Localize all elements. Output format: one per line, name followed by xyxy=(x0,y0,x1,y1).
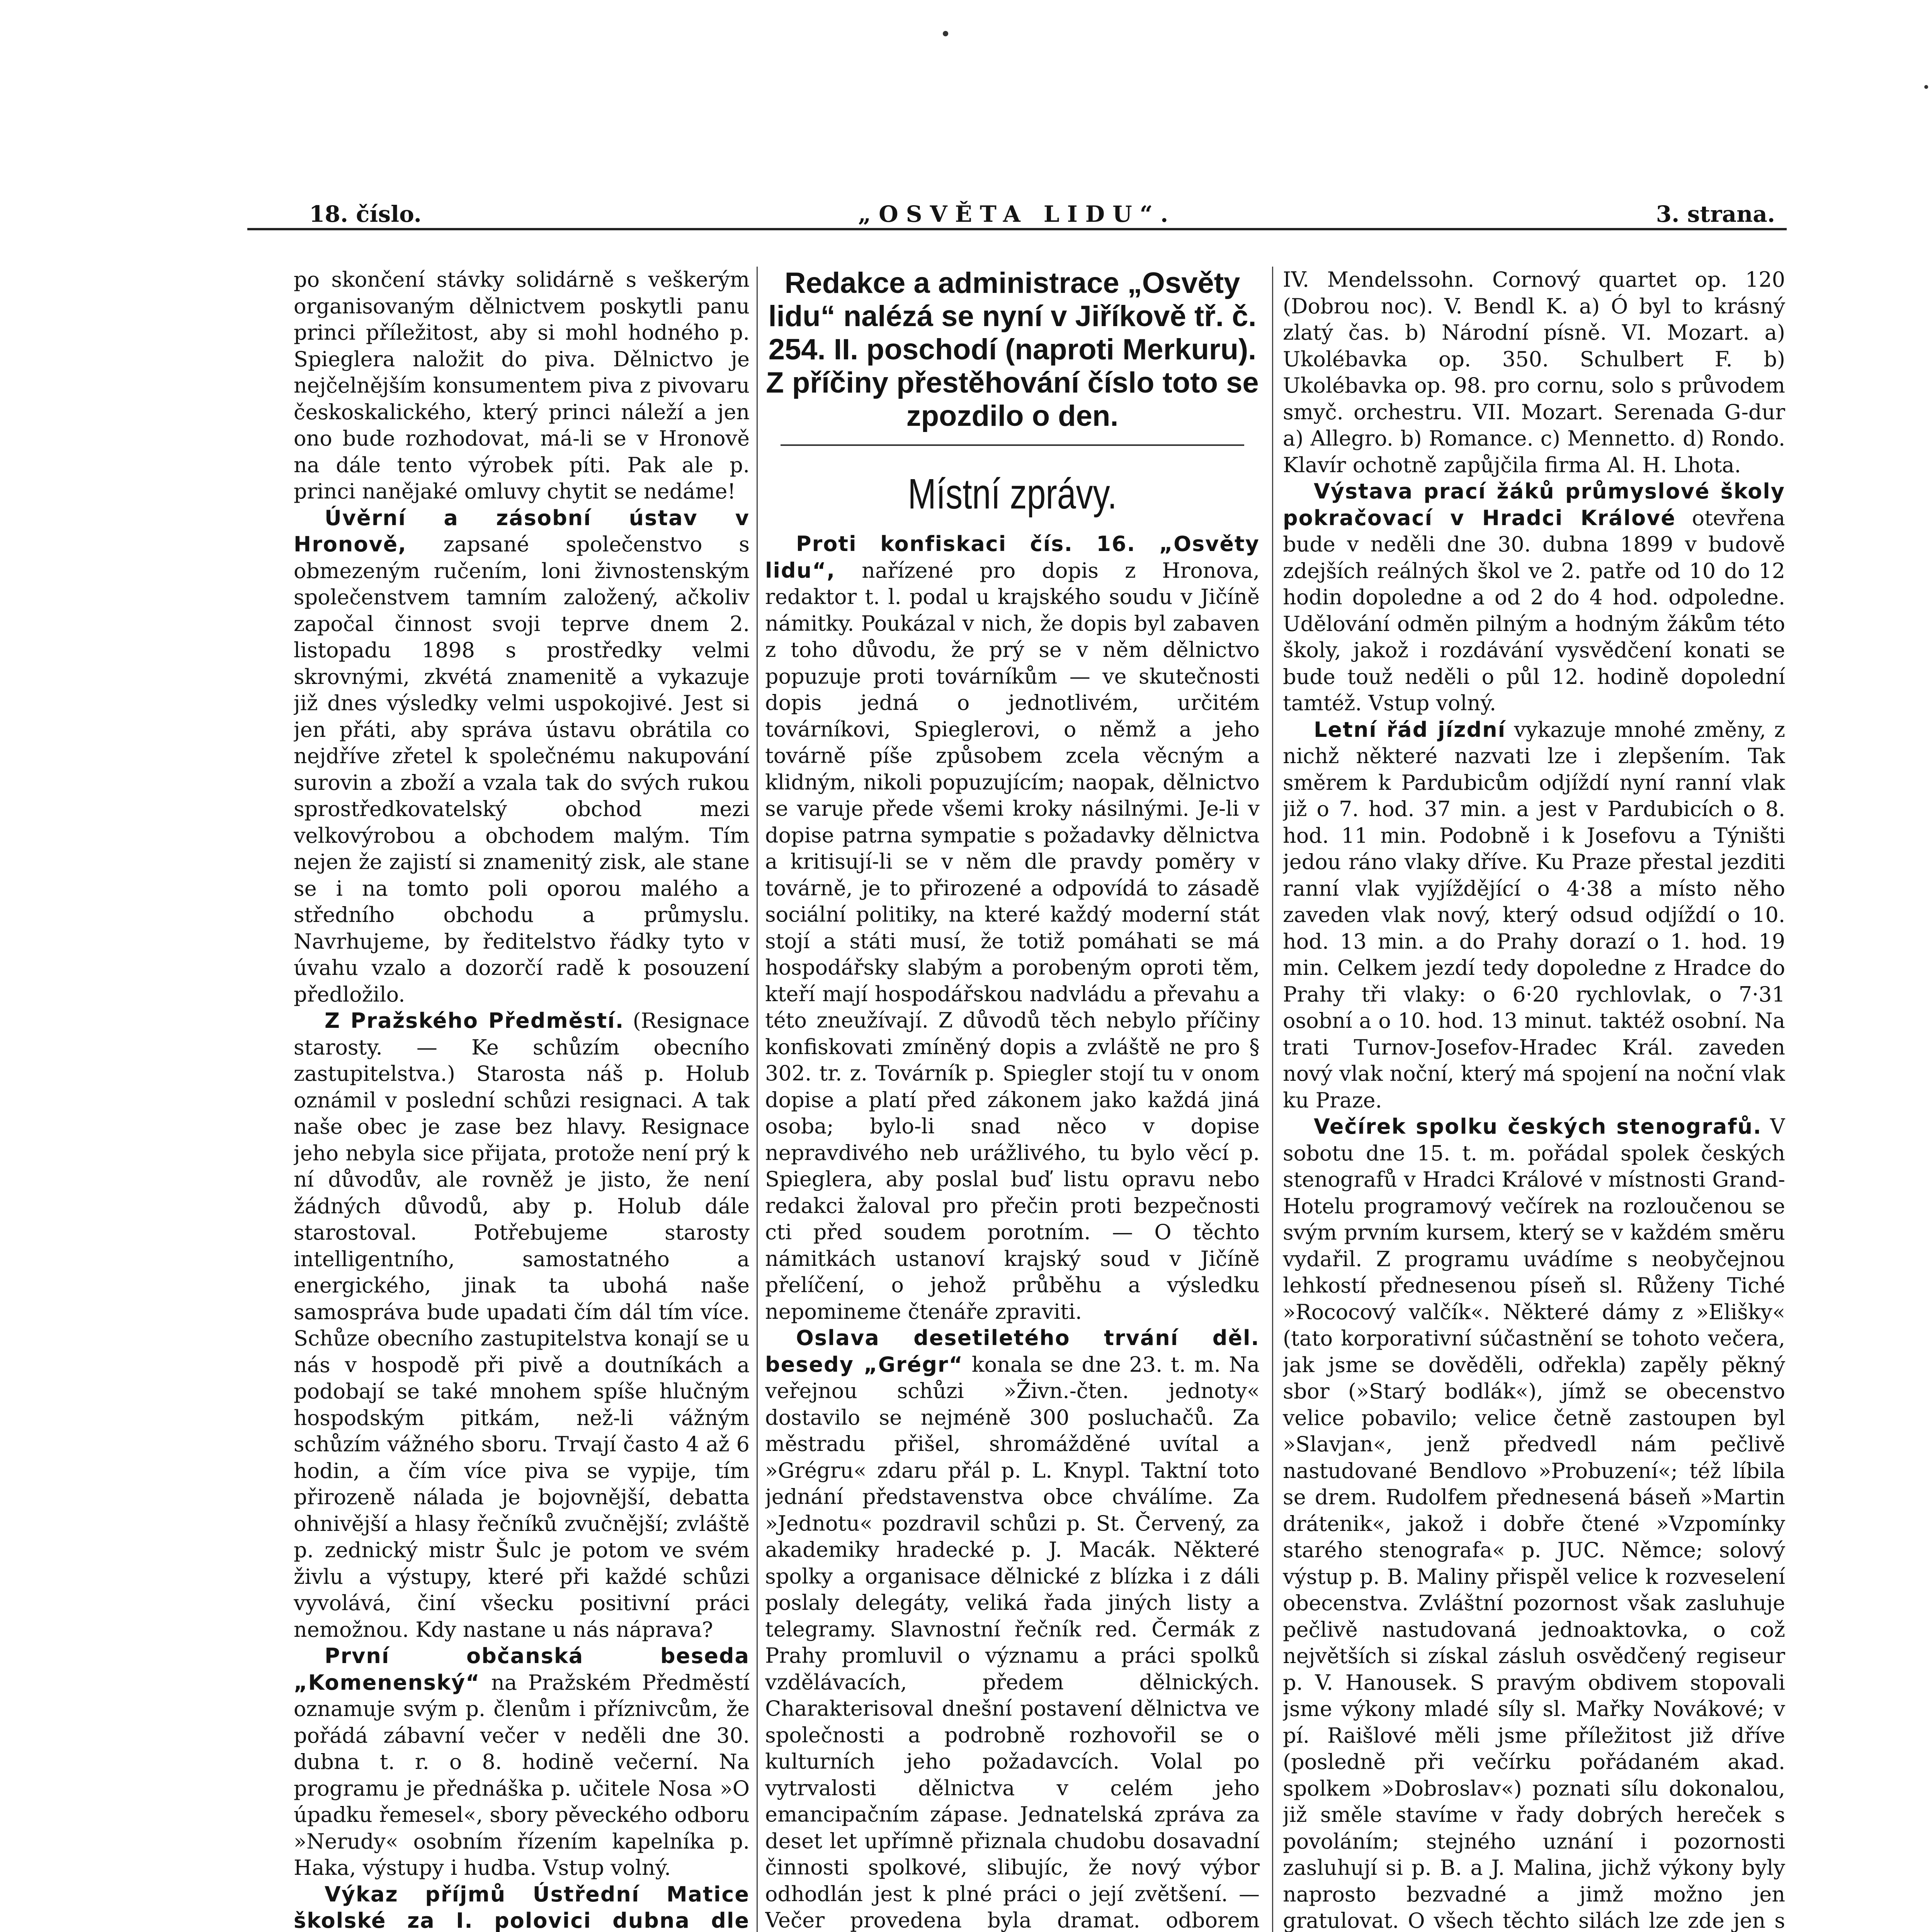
article-program-cont: IV. Mendelssohn. Cornový quartet op. 120 (Dobrou noc). V. Bendl K. a) Ó byl to krásný zlatý čas. b) Národní písně. VI. Mozart. a) Ukolébavka op. 350. Schulbert F. b) Ukolébavka op. 98. pro cornu, solo s průvodem smyč. orchestru. VII. Mozart. Serenada G-dur a) Allegro. b) Romance. c) Mennetto. d) Rondo. Klavír ochotně zapůjčila firma Al. H. Lhota. xyxy=(1283,267,1785,477)
column-divider xyxy=(1272,267,1273,1932)
relocation-notice: Redakce a administrace „Osvěty lidu“ nalézá se nyní v Jiříkově tř. č. 254. II. poschodí (naproti Merkuru). Z příčiny přestěhování číslo toto se zpozdilo o den. xyxy=(766,267,1259,432)
headline: Oslava desetiletého trvání děl. besedy „Grégr“ xyxy=(765,1326,1260,1377)
column-middle xyxy=(765,267,1260,1932)
section-title: Místní zprávy. xyxy=(908,470,1117,518)
headline: První občanská beseda „Komenenský“ xyxy=(294,1644,750,1695)
article-vecirek-stenografu: Večírek spolku českých stenografů. V sobotu dne 15. t. m. pořádal spolek českých stenografů v Hradci Králové v místnosti Grand-Hotelu programový večírek na rozloučenou se svým prvním kursem, který se v každém směru vydařil. Z programu uvádíme s neobyčejnou lehkostí přednesenou píseň sl. Růženy Tiché »Rococový valčík«. Některé dámy z »Elišky« (tato korporativní súčastnění se tohoto večera, jak jsme se dověděli, odřekla) zapěly pěkný sbor (»Starý bodlák«), jímž se obecenstvo velice pobavilo; velice četně zastoupen byl »Slavjan«, jenž předvedl nám pečlivě nastudované Bendlovo »Probuzení«; též líbila se drem. Rudolfem přednesená báseň »Martin drátenik«, jakož i dobře čtené »Vzpomínky starého stenografa« p. JUC. Němce; solový výstup p. B. Maliny přispěl velice k rozveselení obecenstva. Zvláštní pozornost však zasluhuje pečlivě nastudovaná jednoaktovka, o což největších si získal zásluh osvědčený regiseur p. V. Hanousek. S pravým obdivem stopovali jsme výkony mladé síly sl. Mařky Novákové; v pí. Raišlové měli jsme příležitost již dříve (posledně při večírku pořádaném akad. spolkem »Dobroslav«) poznati sílu dokonalou, již směle stavíme v řady dobrých hereček s povoláním; stejného uznání i pozornosti zasluhují si p. B. a J. Malina, jichž výkony byly naprosto bezvadné a jimž možno jen gratulovat. O všech těchto silách lze zde jen s xyxy=(1283,1114,1785,1932)
print-speck xyxy=(1924,85,1928,89)
article-uverni-ustav: Úvěrní a zásobní ústav v Hronově, zapsané společenstvo s obmezeným ručením, loni živnostenským společenstvem tamním založený, ačkoliv započal činnost svoji teprve dnem 2. listopadu 1898 s prostředky velmi skrovnými, zkvétá znamenitě a vykazuje již dnes výsledky velmi uspokojivé. Jest si jen přáti, aby správa ústavu obrátila co nejdříve zřetel k společnému nakupování surovin a zboží a vzala tak do svých rukou sprostředkovatelský obchod mezi velkovýrobou a obchodem malým. Tím nejen že zajistí si znamenitý zisk, ale stane se i na tomto poli oporou malého a středního obchodu a průmyslu. Navrhujeme, by ředitelstvo řádky tyto v úvahu vzalo a dozorčí radě k posouzení předložilo. xyxy=(294,505,750,1007)
article-prazske-predmesti: Z Pražského Předměstí. (Resignace starosty. — Ke schůzím obecního zastupitelstva.) Starosta náš p. Holub oznámil v poslední schůzi resignaci. A tak naše obec je zase bez hlavy. Resignace jeho nebyla sice přijata, protože není prý k ní důvodův, ale rovněž je jisto, že není žádných důvodů, aby p. Holub dále starostoval. Potřebujeme starosty intelligentního, samostatného a energického, jinak ta ubohá naše samospráva bude upadati čím dál tím více. Schůze obecního zastupitelstva konají se u nás v hospodě při pivě a doutníkách a podobají se také mnohem spíše hlučným hospodským pitkám, než-li vážným schůzím vážného sboru. Trvají často 4 až 6 hodin, a čím více piva se vypije, tím přirozeně nálada je bojovnější, debatta ohnivější a hlasy řečníků zvučnější; zvláště p. zednický mistr Šulc je potom ve svém živlu a výstupy, které při každé schůzi vyvolává, činí všecku positivní práci nemožnou. Kdy nastane u nás náprava? xyxy=(294,1009,750,1642)
article-strike-end: po skončení stávky solidárně s veškerým organisovaným dělnictvem poskytli panu princi příležitost, aby si mohl hodného p. Spieglera naložit do piva. Dělnictvo je nejčelnějším konsumentem piva z pivovaru českoskalického, který princi náleží a jen ono bude rozhodovat, má-li se v Hronově na dále tento výrobek píti. Pak ale p. princi nanějaké omluvy chytit se nedáme! xyxy=(294,267,750,503)
print-speck xyxy=(943,31,948,36)
headline: Úvěrní a zásobní ústav v Hronově, xyxy=(294,505,750,556)
notice-rule xyxy=(781,444,1244,446)
header-rule xyxy=(247,228,1787,230)
column-divider xyxy=(757,267,758,1932)
headline: Výstava prací žáků průmyslové školy pokračovací v Hradci Králové xyxy=(1283,479,1785,530)
headline: Výkaz příjmů Ústřední Matice školské za I. polovici dubna dle xyxy=(294,1882,750,1932)
article-jizdni-rad: Letní řád jízdní vykazuje mnohé změny, z nichž některé nazvati lze i zlepšením. Tak směrem k Pardubicům odjíždí nyní ranní vlak již o 7. hod. 37 min. a jest v Pardubicích o 8. hod. 11 min. Podobně i k Josefovu a Týništi jedou ráno vlaky dříve. Ku Praze přestal jezditi ranní vlak vyjíždějící o 4·38 a místo něho zaveden vlak nový, který odsud odjíždí o 10. hod. 13 min. a do Prahy dorazí o 1. hod. 19 min. Celkem jezdí tedy dopoledne z Hradce do Prahy tři vlaky: o 6·20 rychlovlak, o 7·31 osobní a o 10. hod. 13 minut. taktéž osobní. Na trati Turnov-Josefov-Hradec Král. zaveden nový vlak noční, který má spojení na noční vlak ku Praze. xyxy=(1283,717,1785,1112)
article-beseda-komensky: První občanská beseda „Komenenský“ na Pražském Předměstí oznamuje svým p. členům i příznivcům, že pořádá zábavní večer v neděli dne 30. dubna t. r. o 8. hodině večerní. Na programu je přednáška p. učitele Nosa »O úpadku řemesel«, sbory pěveckého odboru »Nerudy« osobním řízením kapelníka p. Haka, výstupy i hudba. Vstup volný. xyxy=(294,1644,750,1880)
headline: Z Pražského Předměstí. xyxy=(325,1009,624,1033)
article-konfiskace: Proti konfiskaci čís. 16. „Osvěty lidu“, nařízené pro dopis z Hronova, redaktor t. l. podal u krajského soudu v Jičíně námitky. Poukázal v nich, že dopis byl zabaven z toho důvodu, že prý se v něm dělnictvo popuzuje proti továrníkům — ve skutečnosti dopis jedná o jednotlivém, určitém továrníkovi, Spieglerovi, o němž a jeho továrně píše způsobem zcela věcným a klidným, nikoli popuzujícím; naopak, dělnictvo se varuje přede všemi kroky násilnými. Je-li v dopise patrna sympatie s požadavky dělnictva a kritisují-li se v něm dle pravdy poměry v továrně, je to přirozené a odpovídá to zásadě sociální politiky, na které každý moderní stát stojí a státi musí, že totiž pomáhati se má hospodářsky slabým a porobeným oproti těm, kteří mají hospodářskou nadvládu a převahu a této zneužívají. Z důvodů těch nebylo příčiny konfiskovati zmíněný dopis a zvláště ne pro § 302. tr. z. Továrník p. Spiegler stojí tu v onom dopise a platí před zákonem jako každá jiná osoba; bylo-li snad něco v dopise nepravdivého neb urážlivého, tu bylo věcí p. Spieglera, aby poslal buď listu opravu nebo redakci žaloval pro přečin proti bezpečnosti cti před soudem porotním. — O těchto námitkách ustanoví krajský soud v Jičíně přelíčení, o jehož průběhu a výsledku nepomineme čtenáře zpraviti. xyxy=(765,532,1260,1324)
headline: Večírek spolku českých stenografů. xyxy=(1314,1114,1762,1139)
article-vystava-praci: Výstava prací žáků průmyslové školy pokračovací v Hradci Králové otevřena bude v neděli dne 30. dubna 1899 v budově zdejších reálných škol ve 2. patře od 10 do 12 hodin dopoledne a od 2 do 4 hod. odpoledne. Udělování odměn pilným a hodným žákům této školy, jakož i rozdávání vysvědčení konati se bude touž neděli o půl 12. hodině dopolední tamtéž. Vstup volný. xyxy=(1283,479,1785,715)
issue-number: 18. číslo. xyxy=(309,201,422,227)
headline: Letní řád jízdní xyxy=(1314,717,1506,742)
article-vykaz-prijmu xyxy=(294,1881,750,1932)
page-header xyxy=(247,201,1787,232)
column-right xyxy=(1283,267,1785,1932)
article-oslava-besedy: Oslava desetiletého trvání děl. besedy „Grégr“ konala se dne 23. t. m. Na veřejnou schůzi »Živn.-čten. jednoty« dostavilo se nejméně 300 posluchačů. Za městradu přišel, shromážděné uvítal a »Grégru« zdaru přál p. L. Knypl. Taktní toto jednání představenstva obce chválíme. Za »Jednotu« pozdravil schůzi p. St. Červený, za akademiky hradecké p. J. Macák. Některé spolky a organisace dělnické z blízka i z dáli poslaly delegáty, veliká řada jiných listy a telegramy. Slavnostní řečník red. Čermák z Prahy promluvil o významu a práci spolků vzdělávacích, předem dělnických. Charakterisoval dnešní postavení dělnictva ve společnosti a podrobně rozhovořil se o kulturních jeho požadavcích. Volal po vytrvalosti dělnictva v celém jeho emancipačním zápase. Jednatelská zpráva za deset let upřímně přiznala chudobu dosavadní činnosti spolkové, slibujíc, že nový výbor odhodlán jest k plné práci o její zvětšení. — Večer provedena byla dramat. odborem xyxy=(765,1326,1260,1932)
newspaper-title: „OSVĚTA LIDU“. xyxy=(858,201,1176,227)
headline: Proti konfiskaci čís. 16. „Osvěty lidu“, xyxy=(765,532,1260,583)
page-number: 3. strana. xyxy=(1656,201,1775,227)
column-left xyxy=(294,267,750,1932)
